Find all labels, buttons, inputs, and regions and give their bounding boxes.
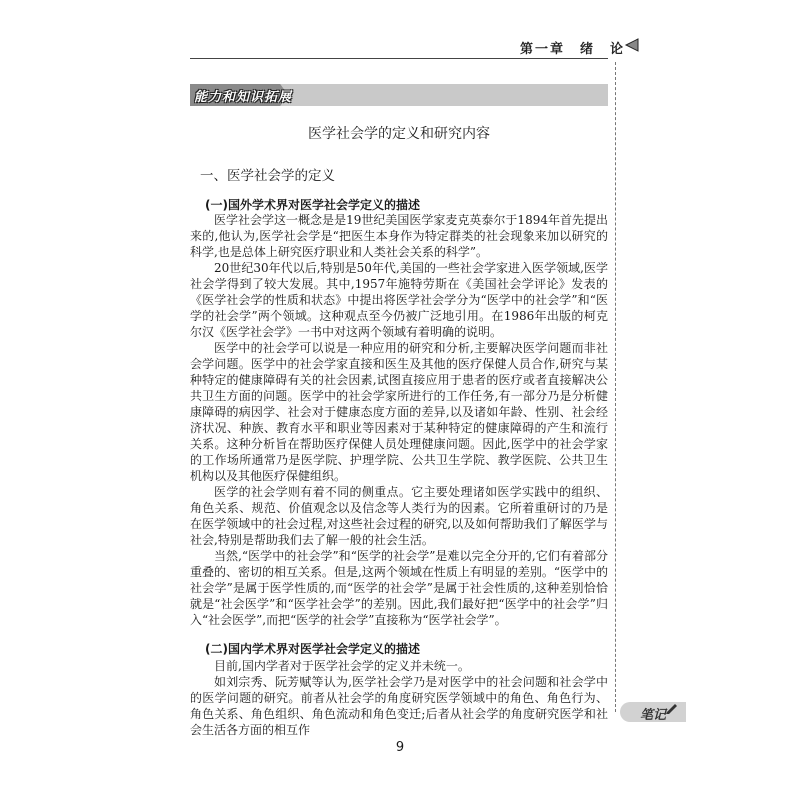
paragraph: 目前,国内学者对于医学社会学的定义并未统一。 <box>214 659 470 673</box>
subsection-1-body <box>190 212 608 628</box>
subsection-heading-2: (二)国内学术界对医学社会学定义的描述 <box>205 642 420 656</box>
banner-label: 能力和知识拓展 <box>194 90 293 105</box>
margin-dashed-line <box>615 62 616 712</box>
chapter-header: 第一章 绪 论 <box>520 42 626 57</box>
notes-label: 笔记 <box>640 708 667 723</box>
section-heading: 一、医学社会学的定义 <box>200 168 335 184</box>
article-title: 医学社会学的定义和研究内容 <box>308 126 490 142</box>
paragraph: 20世纪30年代以后,特别是50年代,美国的一些社会学家进入医学领域,医学社会学得到了较大发展。其中,1957年施特劳斯在《美国社会学评论》发表的《医学社会学的性质和状态》中提出将医学社会学分为“医学中的社会学”和“医学的社会学”两个领域。这种观点至今仍被广泛地引用。在1986年出版的柯克尔汉《医学社会学》一书中对这两个领域有着明确的说明。 <box>190 261 608 339</box>
subsection-2-body <box>190 658 608 738</box>
subsection-heading-1: (一)国外学术界对医学社会学定义的描述 <box>205 198 420 212</box>
paragraph: 医学的社会学则有着不同的侧重点。它主要处理诸如医学实践中的组织、角色关系、规范、价值观念以及信念等人类行为的因素。它所着重研讨的乃是在医学领域中的社会过程,对这些社会过程的研究,以及如何帮助我们了解医学与社会,特别是帮助我们去了解一般的社会生活。 <box>190 485 608 547</box>
pencil-icon <box>664 699 680 715</box>
section-banner <box>190 84 608 106</box>
paragraph: 医学社会学这一概念是是19世纪美国医学家麦克英泰尔于1894年首先提出来的,他认为,医学社会学是“把医生本身作为特定群类的社会现象来加以研究的科学,也是总体上研究医疗职业和人类社会关系的科学”。 <box>190 213 608 259</box>
paragraph: 当然,“医学中的社会学”和“医学的社会学”是难以完全分开的,它们有着部分重叠的、密切的相互关系。但是,这两个领域在性质上有明显的差别。“医学中的社会学”是属于医学性质的,而“医学的社会学”是属于社会性质的,这种差别恰恰就是“社会医学”和“医学社会学”的差别。因此,我们最好把“医学中的社会学”归入“社会医学”,而把“医学的社会学”直接称为“医学社会学”。 <box>190 549 608 627</box>
chevron-left-icon <box>624 38 640 52</box>
page-number: 9 <box>395 740 405 755</box>
header-rule <box>190 58 608 59</box>
paragraph: 医学中的社会学可以说是一种应用的研究和分析,主要解决医学问题而非社会学问题。医学中的社会学家直接和医生及其他的医疗保健人员合作,研究与某种特定的健康障碍有关的社会因素,试图直接应用于患者的医疗或者直接解决公共卫生方面的问题。医学中的社会学家所进行的工作任务,有一部分乃是分析健康障碍的病因学、社会对于健康态度方面的差异,以及诸如年龄、性别、社会经济状况、种族、教育水平和职业等因素对于某种特定的健康障碍的产生和流行关系。这种分析旨在帮助医疗保健人员处理健康问题。因此,医学中的社会学家的工作场所通常乃是医学院、护理学院、公共卫生学院、教学医院、公共卫生机构以及其他医疗保健组织。 <box>190 341 608 483</box>
paragraph: 如刘宗秀、阮芳赋等认为,医学社会学乃是对医学中的社会问题和社会学中的医学问题的研究。前者从社会学的角度研究医学领域中的角色、角色行为、角色关系、角色组织、角色流动和角色变迁;后者从社会学的角度研究医学和社会生活各方面的相互作 <box>190 675 608 737</box>
